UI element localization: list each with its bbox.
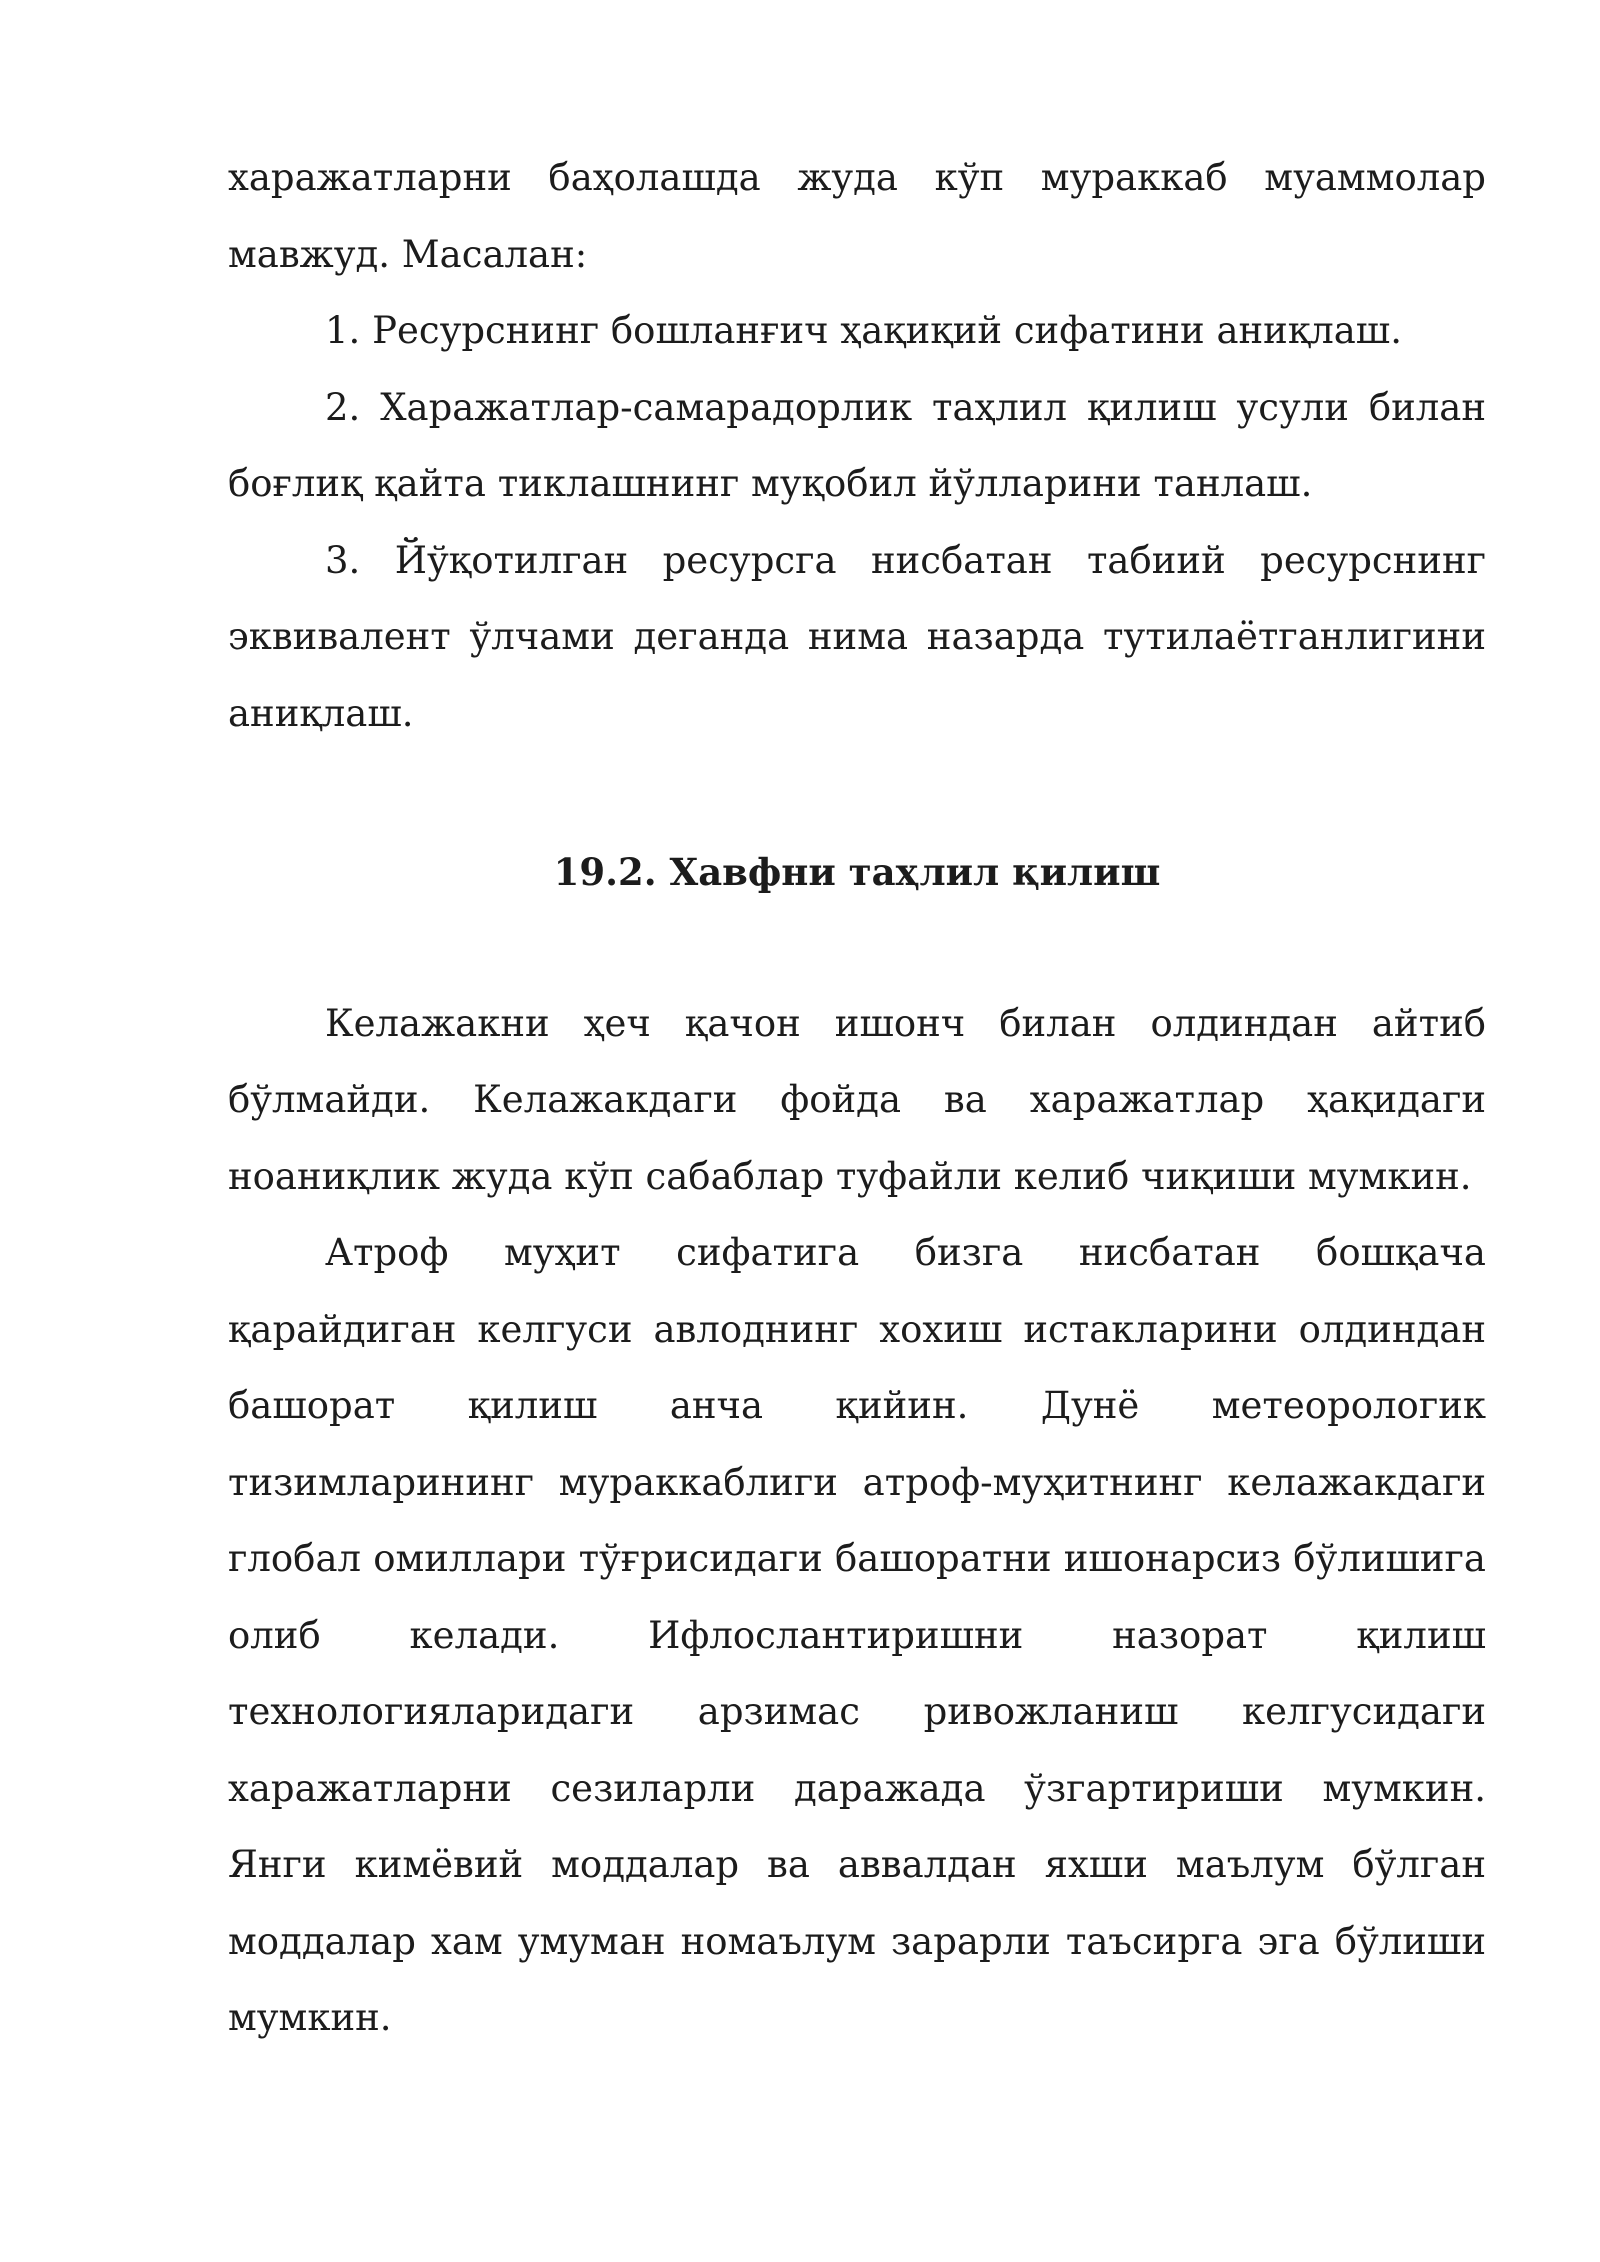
list-item-number: 1. (325, 309, 361, 352)
list-item-2 (228, 370, 1486, 523)
list-item-text: Йўқотилган ресурсга нисбатан табиий ресурснинг эквивалент ўлчами деганда нима назарда тутилаётганлигини аниқлаш. (228, 538, 1486, 735)
body-paragraph-1: Келажакни ҳеч қачон ишонч билан олдиндан айтиб бўлмайди. Келажакдаги фойда ва харажатлар ҳақидаги ноаниқлик жуда кўп сабаблар туфайли келиб чиқиши мумкин. (228, 1001, 1486, 1198)
list-item-3 (228, 523, 1486, 753)
intro-paragraph: харажатларни баҳолашда жуда кўп мураккаб муаммолар мавжуд. Масалан: (228, 156, 1486, 276)
document-page (228, 140, 1486, 2057)
list-item-number: 3. (325, 538, 361, 582)
body-paragraph-2: Атроф муҳит сифатига бизга нисбатан бошқача қарайдиган келгуси авлоднинг хохиш истакларини олдиндан башорат қилиш анча қийин. Дунё метеорологик тизимларининг мураккаблиги атроф-муҳитнинг келажакдаги глобал омиллари тўғрисидаги башоратни ишонарсиз бўлишига олиб келади. Ифлослантиришни назорат қилиш технологияларидаги арзимас ривожланиш келгусидаги харажатларни сезиларли даражада ўзгартириши мумкин. Янги кимёвий моддалар ва аввалдан яхши маълум бўлган моддалар хам умуман номаълум зарарли таъсирга эга бўлиши мумкин. (228, 1231, 1486, 2039)
list-item-1 (228, 293, 1486, 370)
list-item-number: 2. (325, 385, 361, 429)
list-item-text: Ресурснинг бошланғич ҳақиқий сифатини аниқлаш. (372, 309, 1402, 352)
section-heading: 19.2. Хавфни таҳлил қилиш (553, 850, 1161, 894)
list-item-text: Харажатлар-самарадорлик таҳлил қилиш усули билан боғлиқ қайта тиклашнинг муқобил йўлларини танлаш. (228, 385, 1486, 505)
